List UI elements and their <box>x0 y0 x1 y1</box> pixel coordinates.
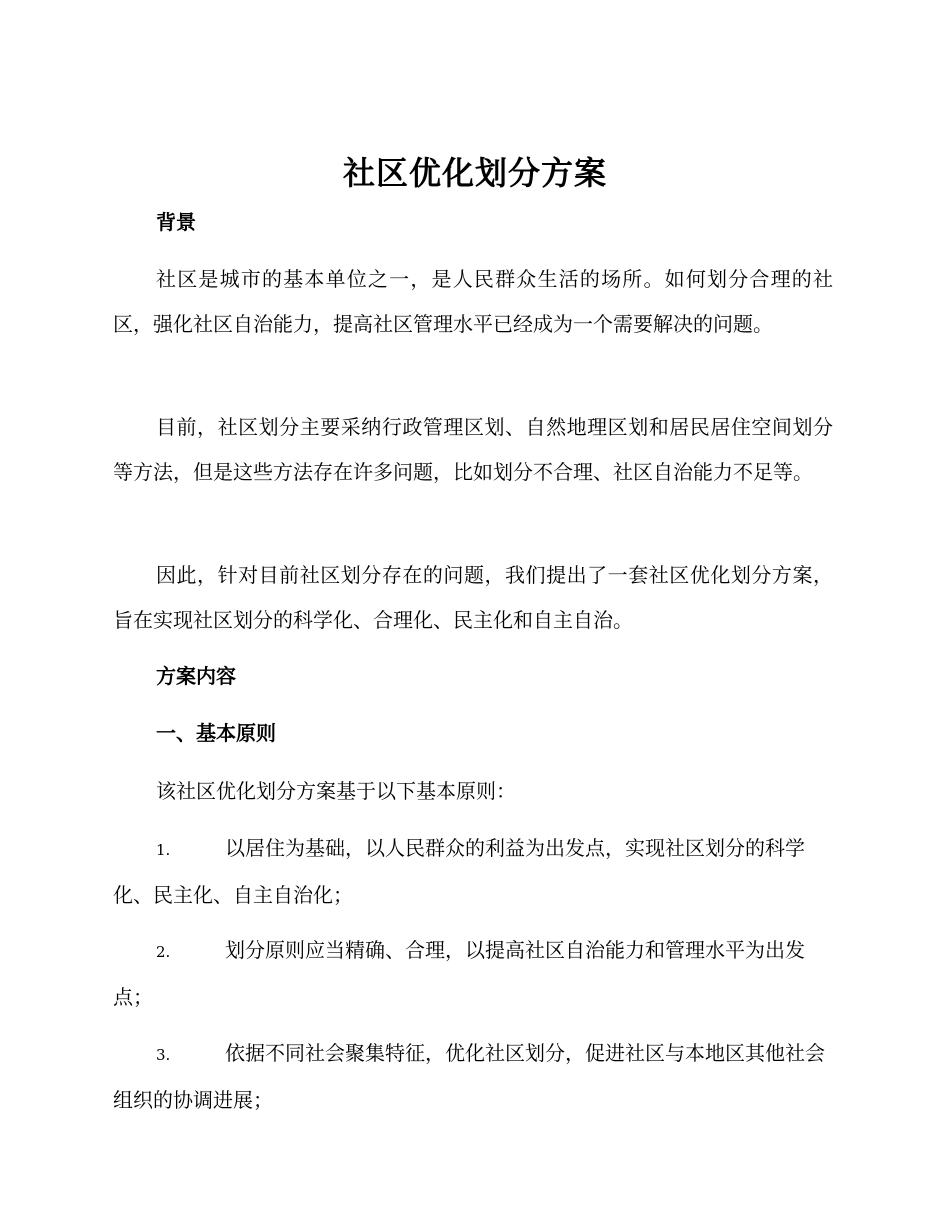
body-paragraph: 因此，针对目前社区划分存在的问题，我们提出了一套社区优化划分方案，旨在实现社区划分的科学化、合理化、民主化和自主自治。 <box>113 563 833 632</box>
list-item <box>113 1031 833 1123</box>
document-title: 社区优化划分方案 <box>342 154 607 192</box>
section-heading-background: 背景 <box>156 210 196 234</box>
list-item-text: 依据不同社会聚集特征，优化社区划分，促进社区与本地区其他社会组织的协调进展； <box>113 1041 825 1112</box>
list-item <box>113 928 833 1020</box>
list-item-text: 以居住为基础，以人民群众的利益为出发点，实现社区划分的科学化、民主化、自主自治化； <box>113 836 805 907</box>
list-item-number: 2. <box>156 943 171 961</box>
body-paragraph: 社区是城市的基本单位之一，是人民群众生活的场所。如何划分合理的社区，强化社区自治能力，提高社区管理水平已经成为一个需要解决的问题。 <box>113 267 833 336</box>
principles-intro: 该社区优化划分方案基于以下基本原则： <box>156 779 516 803</box>
body-paragraph: 目前，社区划分主要采纳行政管理区划、自然地理区划和居民居住空间划分等方法，但是这些方法存在许多问题，比如划分不合理、社区自治能力不足等。 <box>113 415 833 484</box>
list-item-text: 划分原则应当精确、合理，以提高社区自治能力和管理水平为出发点； <box>113 938 805 1009</box>
list-item-number: 3. <box>156 1046 171 1064</box>
section-heading-principles: 一、基本原则 <box>156 721 276 745</box>
list-item <box>113 826 833 918</box>
section-heading-content: 方案内容 <box>156 664 236 688</box>
list-item-number: 1. <box>156 841 171 859</box>
